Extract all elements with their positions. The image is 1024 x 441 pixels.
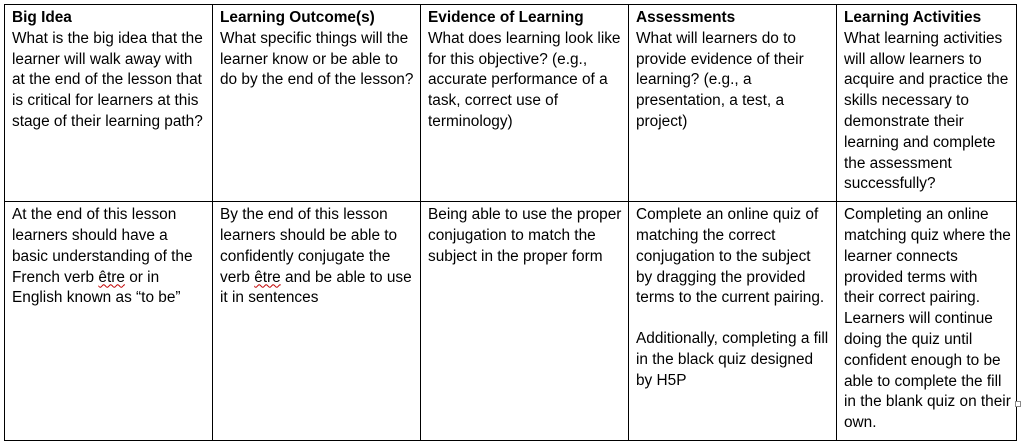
lesson-plan-table: [4, 4, 1017, 441]
content-cell-big-idea[interactable]: [5, 202, 213, 441]
spellcheck-flagged-word: être: [98, 268, 125, 286]
header-cell-learning-activities[interactable]: [837, 5, 1017, 202]
cell-text: Being able to use the proper conjugation to match the subject in the proper form: [428, 206, 622, 265]
table-header-row: [5, 5, 1017, 202]
content-cell-activities[interactable]: [837, 202, 1017, 441]
header-cell-evidence-of-learning[interactable]: [421, 5, 629, 202]
header-description: What learning activities will allow learners to acquire and practice the skills necessary to demonstrate their learning and complete the assessment successfully?: [844, 29, 1009, 193]
header-cell-learning-outcomes[interactable]: [213, 5, 421, 202]
header-title: Big Idea: [12, 9, 72, 26]
content-cell-assessments[interactable]: [629, 202, 837, 441]
header-description: What does learning look like for this objective? (e.g., accurate performance of a task, correct use of terminology): [428, 29, 621, 130]
cell-text: or in English known as “to be”: [12, 268, 181, 307]
header-description: What will learners do to provide evidence of their learning? (e.g., a presentation, a test, a project): [636, 29, 804, 130]
cell-paragraph: Complete an online quiz of matching the correct conjugation to the subject by dragging the provided terms to the current pairing.: [636, 206, 825, 307]
header-title: Assessments: [636, 9, 736, 26]
header-description: What is the big idea that the learner will walk away with at the end of the lesson that is critical for learners at this stage of their learning path?: [12, 29, 203, 130]
header-cell-big-idea[interactable]: [5, 5, 213, 202]
cell-text: and be able to use it in sentences: [220, 268, 412, 307]
header-title: Learning Outcome(s): [220, 9, 375, 26]
table-content-row: [5, 202, 1017, 441]
header-description: What specific things will the learner know or be able to do by the end of the lesson?: [220, 29, 414, 89]
header-title: Evidence of Learning: [428, 9, 584, 26]
spellcheck-flagged-word: être: [254, 268, 281, 286]
header-cell-assessments[interactable]: [629, 5, 837, 202]
content-cell-evidence[interactable]: [421, 202, 629, 441]
cell-text: At the end of this lesson learners should have a basic understanding of the French verb: [12, 206, 193, 286]
table-resize-handle[interactable]: [1015, 401, 1021, 407]
cell-paragraph: Additionally, completing a fill in the black quiz designed by H5P: [636, 330, 829, 389]
content-cell-learning-outcome[interactable]: [213, 202, 421, 441]
header-title: Learning Activities: [844, 9, 982, 26]
cell-text: By the end of this lesson learners should be able to confidently conjugate the verb: [220, 206, 398, 286]
cell-text: Completing an online matching quiz where the learner connects provided terms with their correct pairing. Learners will continue doing the quiz until confident enough to be able to complete the fill in the blank quiz on their own.: [844, 206, 1011, 432]
